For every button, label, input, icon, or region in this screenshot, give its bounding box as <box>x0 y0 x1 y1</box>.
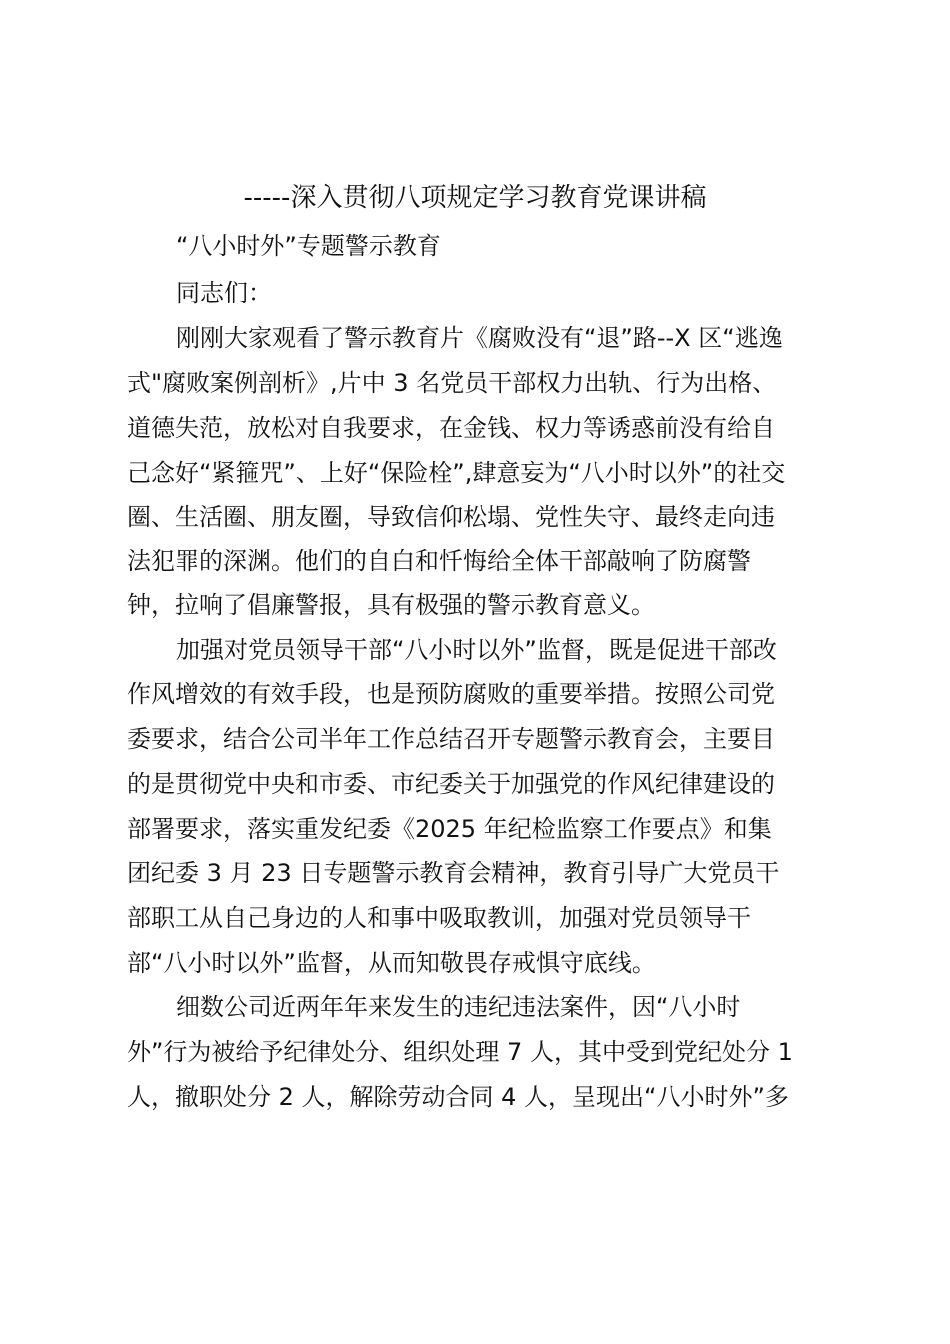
document-subtitle: -----深入贯彻八项规定学习教育党课讲稿 <box>243 183 707 213</box>
paragraph-3-line-1: 细数公司近两年年来发生的违纪违法案件，因“八小时 <box>176 993 741 1021</box>
paragraph-2-line-4: 的是贯彻党中央和市委、市纪委关于加强党的作风纪律建设的 <box>127 770 775 798</box>
paragraph-2-line-1: 加强对党员领导干部“八小时以外”监督，既是促进干部改 <box>176 636 777 664</box>
paragraph-3-line-2: 外”行为被给予纪律处分、组织处理 7 人，其中受到党纪处分 1 <box>127 1038 793 1066</box>
paragraph-2-line-8: 部“八小时以外”监督，从而知敬畏存戒惧守底线。 <box>127 949 656 977</box>
paragraph-2-line-5: 部署要求，落实重发纪委《2025 年纪检监察工作要点》和集 <box>127 815 772 843</box>
paragraph-1-line-2: 式"腐败案例剖析》,片中 3 名党员干部权力出轨、行为出格、 <box>127 369 777 397</box>
paragraph-1-line-4: 己念好“紧箍咒”、上好“保险栓”,肆意妄为“八小时以外”的社交 <box>127 459 786 487</box>
paragraph-1-line-7: 钟，拉响了倡廉警报，具有极强的警示教育意义。 <box>127 591 655 619</box>
paragraph-2-line-7: 部职工从自己身边的人和事中吸取教训，加强对党员领导干 <box>127 904 751 932</box>
paragraph-1-line-3: 道德失范，放松对自我要求，在金钱、权力等诱惑前没有给自 <box>127 414 775 442</box>
paragraph-2-line-6: 团纪委 3 月 23 日专题警示教育会精神，教育引导广大党员干 <box>127 859 780 887</box>
paragraph-2-line-3: 委要求，结合公司半年工作总结召开专题警示教育会，主要目 <box>127 725 775 753</box>
paragraph-1-line-1: 刚刚大家观看了警示教育片《腐败没有“退”路--X 区“逃逸 <box>176 324 783 352</box>
paragraph-1-line-5: 圈、生活圈、朋友圈，导致信仰松塌、党性失守、最终走向违 <box>127 503 775 531</box>
paragraph-3-line-3: 人，撤职处分 2 人，解除劳动合同 4 人，呈现出“八小时外”多 <box>127 1083 789 1111</box>
paragraph-2-line-2: 作风增效的有效手段，也是预防腐败的重要举措。按照公司党 <box>127 680 775 708</box>
paragraph-1-line-6: 法犯罪的深渊。他们的自白和忏悔给全体干部敲响了防腐警 <box>127 547 751 575</box>
salutation: 同志们： <box>176 279 272 307</box>
document-title: “八小时外”专题警示教育 <box>176 232 441 260</box>
